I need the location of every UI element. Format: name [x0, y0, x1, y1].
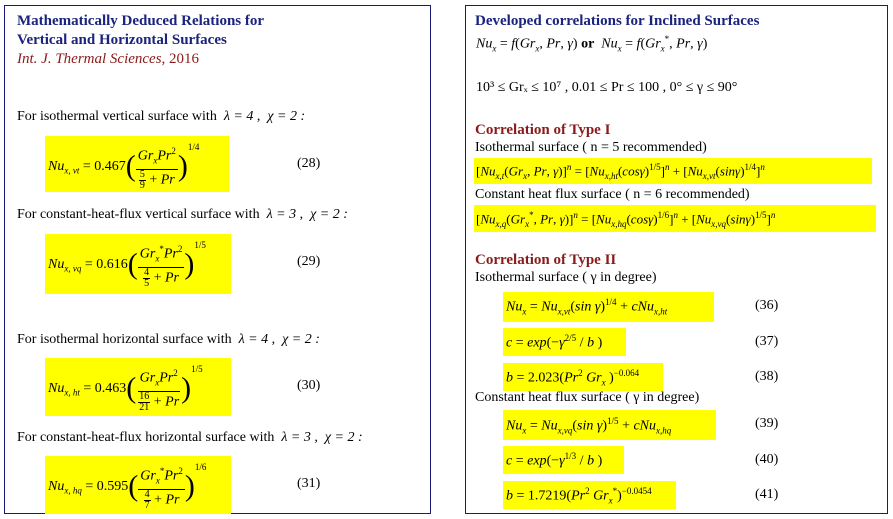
- eq41: $b = 1.7219(Pr^2$ $Gr_x^*)^{-0.0454}$: [506, 486, 652, 506]
- eq36: $Nu_x = Nu_{x,vt}(\sin$ γ)$^{1/4}$ + cNu$_{x,ht}$: [506, 297, 668, 317]
- eq-type1-isothermal: [$Nu_{x,t}(Gr_x$, Pr, $\gamma)]^n = [Nu_{x,ht}(\cos\gamma)^{1/5}]^n + [Nu_{x,vt}(\sin\gamma)^{1/4}]^n$: [476, 162, 765, 181]
- eq-number-41: (41): [755, 487, 779, 502]
- case-4-description: For constant-heat-flux horizontal surface with λ = 3 , χ = 2 :: [17, 430, 363, 445]
- eq39: $Nu_x = Nu_{x,vq}(\sin$ γ)$^{1/5}$ + cNu$_{x,hq}$: [506, 416, 672, 436]
- case-1-description: For isothermal vertical surface with λ = 4 , χ = 2 :: [17, 109, 306, 124]
- type1-chf-label: Constant heat flux surface ( n = 6 recommended): [475, 187, 750, 202]
- citation: Int. J. Thermal Sciences, 2016: [17, 51, 200, 67]
- eq37: $c = \exp(-\gamma^{2/5} / b$ ): [506, 333, 603, 351]
- equation-case-4: $Nu_{x, hq} = 0.595$( $Gr_x^*Pr^2$ $\frac{4}{7}$ + Pr )$^{1/6}$: [48, 462, 207, 512]
- case-3-description: For isothermal horizontal surface with λ = 4 , χ = 2 :: [17, 332, 320, 347]
- equation-case-3: $Nu_{x, ht} = 0.463$( $Gr_xPr^2$ $\frac{16}{21}$ + Pr )$^{1/5}$: [48, 364, 203, 414]
- eq-number-38: (38): [755, 369, 779, 384]
- eq38: $b = 2.023(Pr^2$ $Gr_x$ )$^{-0.064}$: [506, 368, 640, 388]
- left-title-line1: Mathematically Deduced Relations for: [17, 13, 265, 29]
- left-title-line2: Vertical and Horizontal Surfaces: [17, 32, 227, 48]
- eq-number-40: (40): [755, 452, 779, 467]
- type1-isothermal-label: Isothermal surface ( n = 5 recommended): [475, 140, 707, 155]
- eq-number-28: (28): [297, 156, 321, 171]
- right-title: Developed correlations for Inclined Surfaces: [475, 13, 760, 29]
- eq40: $c = \exp(-\gamma^{1/3} / b$ ): [506, 451, 603, 469]
- eq-number-29: (29): [297, 254, 321, 269]
- eq-number-30: (30): [297, 378, 321, 393]
- general-relation: $Nu_x = f(Gr_x$, Pr, γ) or $Nu_x = f(Gr_x^*$, Pr, γ): [476, 34, 708, 54]
- left-panel: [4, 5, 431, 514]
- equation-case-2: $Nu_{x, vq} = 0.616$( $Gr_x^*Pr^2$ $\frac{4}{5}$ + Pr )$^{1/5}$: [48, 240, 206, 290]
- type2-title: Correlation of Type II: [475, 252, 617, 268]
- validity-range: 10³ ≤ Grₓ ≤ 10⁷ , 0.01 ≤ Pr ≤ 100 , 0° ≤ γ ≤ 90°: [476, 80, 738, 95]
- type2-chf-label: Constant heat flux surface ( γ in degree): [475, 390, 700, 405]
- type1-title: Correlation of Type I: [475, 122, 611, 138]
- equation-case-1: $Nu_{x, vt} = 0.467$( $Gr_xPr^2$ $\frac{5}{9}$ + Pr )$^{1/4}$: [48, 142, 200, 192]
- right-panel: [465, 5, 888, 514]
- eq-type1-chf: [$Nu_{x,q}(Gr_x^*$, Pr, $\gamma)]^n = [Nu_{x,hq}(\cos\gamma)^{1/6}]^n + [Nu_{x,vq}(\sin\gamma)^{1/5}]^n$: [476, 210, 776, 229]
- eq-number-37: (37): [755, 334, 779, 349]
- case-2-description: For constant-heat-flux vertical surface with λ = 3 , χ = 2 :: [17, 207, 348, 222]
- eq-number-39: (39): [755, 416, 779, 431]
- eq-number-36: (36): [755, 298, 779, 313]
- type2-isothermal-label: Isothermal surface ( γ in degree): [475, 270, 657, 285]
- eq-number-31: (31): [297, 476, 321, 491]
